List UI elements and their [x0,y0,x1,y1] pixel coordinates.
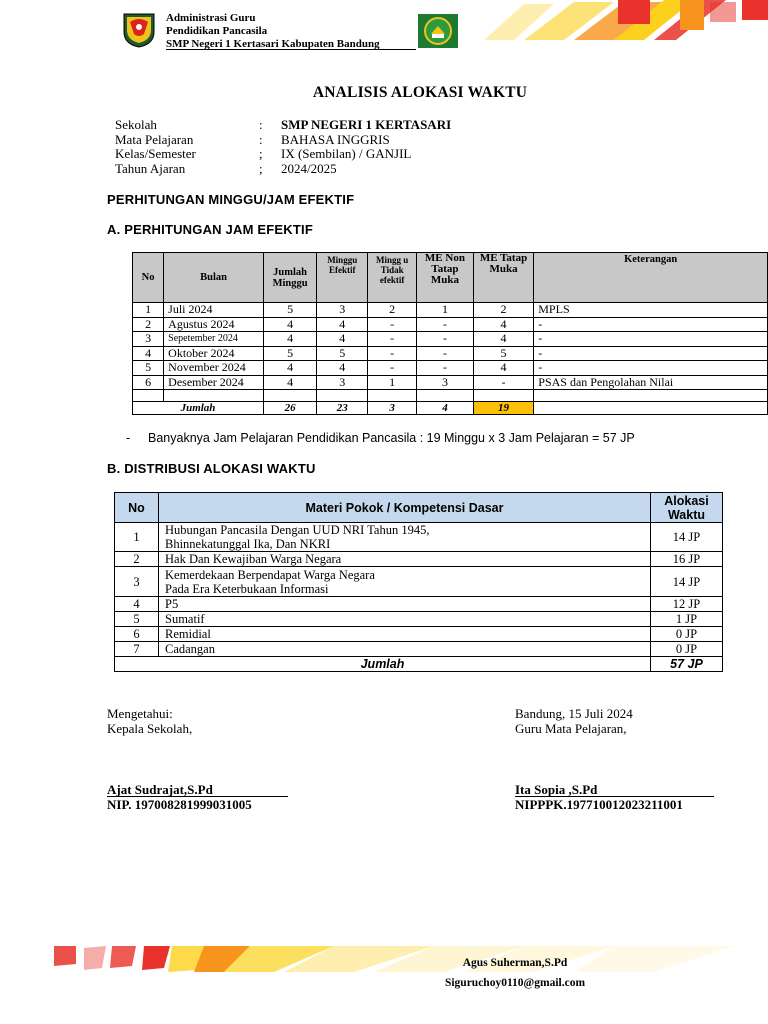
cell-no: 4 [133,346,164,361]
cell-waktu: 16 JP [651,552,723,567]
materi-line2: Pada Era Keterbukaan Informasi [165,581,329,596]
info-label: Mata Pelajaran [115,131,194,147]
cell-bulan: Juli 2024 [164,303,264,318]
section-heading-a: A. PERHITUNGAN JAM EFEKTIF [107,222,313,237]
section-heading-b: B. DISTRIBUSI ALOKASI WAKTU [107,461,316,476]
cell-bulan: Desember 2024 [164,375,264,390]
header-alokasi-line2: Waktu [667,507,706,522]
col-header-minggu-tidak-efektif: Mingg u Tidak efektif [368,253,417,303]
table-total-row [133,402,768,415]
cell-materi: Cadangan [159,642,651,657]
info-separator: : [259,117,263,132]
cell-jumlah: 4 [264,317,317,332]
table-row [115,642,723,657]
col-header-alokasi [651,493,723,523]
info-separator: : [259,131,263,147]
cell-no: 1 [133,303,164,318]
cell-non-tatap: - [417,361,474,376]
cell-materi: P5 [159,597,651,612]
total-tatap-highlight: 19 [473,402,533,415]
materi-line2: Bhinnekatunggal Ika, Dan NKRI [165,537,331,551]
table-row [115,567,723,597]
cell-keterangan: PSAS dan Pengolahan Nilai [534,375,768,390]
table-row [133,332,768,347]
cell-bulan: Agustus 2024 [164,317,264,332]
info-tahun [115,162,451,177]
table-total-row [115,657,723,672]
cell-tatap: 4 [473,332,533,347]
cell-non-tatap: 3 [417,375,474,390]
hours-note [126,431,635,445]
total-label: Jumlah [115,657,651,672]
total-jumlah: 26 [264,402,317,415]
cell-tidak-efektif: - [368,346,417,361]
principal-name: Ajat Sudrajat,S.Pd [107,783,288,797]
total-label: Jumlah [133,402,264,415]
cell-jumlah: 4 [264,375,317,390]
col-header-materi: Materi Pokok / Kompetensi Dasar [159,493,651,523]
col-header-me-tatap-muka: ME Tatap Muka [473,253,533,303]
cell-keterangan: - [534,361,768,376]
col-header-me-non-tatap-muka: ME Non Tatap Muka [417,253,474,303]
table-row [115,552,723,567]
col-header-bulan: Bulan [164,253,264,303]
header-line-3: SMP Negeri 1 Kertasari Kabupaten Bandung [166,38,380,50]
cell-no: 3 [115,567,159,597]
materi-line1: Kemerdekaan Berpendapat Warga Negara [165,567,375,582]
cell-waktu: 1 JP [651,612,723,627]
cell-tatap: 4 [473,317,533,332]
info-value: SMP NEGERI 1 KERTASARI [281,117,452,132]
kabupaten-bandung-logo [122,12,156,48]
col-header-jumlah-minggu: Jumlah Minggu [264,253,317,303]
cell-materi [159,523,651,552]
info-label: Tahun Ajaran [115,160,186,176]
cell-materi: Remidial [159,627,651,642]
table-row-blank [133,390,768,402]
cell-no: 6 [133,375,164,390]
school-logo [418,14,458,48]
cell-non-tatap: 1 [417,303,474,318]
cell-jumlah: 5 [264,346,317,361]
total-tidak-efektif: 3 [368,402,417,415]
sig-right-line2: Guru Mata Pelajaran, [515,721,627,736]
principal-nip: NIP. 197008281999031005 [107,797,252,812]
signature-left-name [107,782,288,812]
col-header-keterangan: Keterangan [534,253,768,303]
cell-waktu: 0 JP [651,627,723,642]
cell-materi [159,567,651,597]
cell-tatap: 2 [473,303,533,318]
info-separator: ; [259,146,263,161]
cell-no: 1 [115,523,159,552]
table-row [133,346,768,361]
cell-no: 4 [115,597,159,612]
cell-jumlah: 4 [264,332,317,347]
effective-hours-table [132,252,768,415]
total-waktu: 57 JP [651,657,723,672]
cell-tatap: 4 [473,361,533,376]
cell-no: 6 [115,627,159,642]
info-value: IX (Sembilan) / GANJIL [281,146,412,161]
cell-tidak-efektif: - [368,317,417,332]
cell-materi: Hak Dan Kewajiban Warga Negara [159,552,651,567]
cell-waktu: 14 JP [651,567,723,597]
teacher-name: Ita Sopia ,S.Pd [515,783,714,797]
info-mapel [115,133,451,148]
header-alokasi-line1: Alokasi [664,493,709,508]
teacher-nip: NIPPPK.197710012023211001 [515,797,683,812]
cell-no: 7 [115,642,159,657]
table-row [115,597,723,612]
table-header-row [115,493,723,523]
cell-no: 2 [133,317,164,332]
cell-non-tatap: - [417,346,474,361]
cell-tatap: 5 [473,346,533,361]
school-info [115,118,451,176]
cell-efektif: 4 [317,317,368,332]
col-header-no: No [115,493,159,523]
cell-materi: Sumatif [159,612,651,627]
note-bullet: - [126,431,131,445]
info-label: Kelas/Semester [115,146,196,161]
section-heading-main: PERHITUNGAN MINGGU/JAM EFEKTIF [107,192,355,207]
table-row [115,612,723,627]
total-efektif: 23 [317,402,368,415]
cell-waktu: 0 JP [651,642,723,657]
info-sekolah [115,118,451,133]
page-title: ANALISIS ALOKASI WAKTU [312,84,528,101]
table-row [133,375,768,390]
signature-right-name [515,782,714,812]
header-text [166,12,380,51]
cell-efektif: 3 [317,375,368,390]
cell-tidak-efektif: 2 [368,303,417,318]
table-header-row [133,253,768,303]
cell-bulan: Oktober 2024 [164,346,264,361]
cell-non-tatap: - [417,317,474,332]
cell-no: 3 [133,332,164,347]
cell-tidak-efektif: - [368,361,417,376]
table-row [115,627,723,642]
cell-non-tatap: - [417,332,474,347]
cell-waktu: 14 JP [651,523,723,552]
time-distribution-table [114,492,723,672]
cell-efektif: 5 [317,346,368,361]
header-divider [166,49,416,50]
table-row [133,317,768,332]
cell-bulan: November 2024 [164,361,264,376]
col-header-minggu-efektif: Minggu Efektif [317,253,368,303]
cell-tidak-efektif: - [368,332,417,347]
footer-name: Agus Suherman,S.Pd [462,957,568,969]
header-line-2: Pendidikan Pancasila [166,25,268,37]
signature-left [107,706,192,736]
materi-line1: Hubungan Pancasila Dengan UUD NRI Tahun 1945, [165,523,430,537]
decorative-stripes-top [464,0,768,40]
signature-right [515,706,633,736]
table-row [115,523,723,552]
cell-no: 5 [133,361,164,376]
info-kelas [115,147,451,162]
sig-left-line2: Kepala Sekolah, [107,721,193,736]
cell-keterangan: MPLS [534,303,768,318]
cell-keterangan: - [534,332,768,347]
cell-jumlah: 5 [264,303,317,318]
cell-efektif: 4 [317,332,368,347]
table-row [133,361,768,376]
sig-left-line1: Mengetahui: [107,706,173,721]
cell-efektif: 4 [317,361,368,376]
note-text: Banyaknya Jam Pelajaran Pendidikan Pancasila : 19 Minggu x 3 Jam Pelajaran = 57 JP [148,431,635,445]
cell-bulan: Sepetember 2024 [164,332,264,347]
info-separator: ; [259,160,263,176]
header-line-1: Administrasi Guru [166,12,256,24]
info-value: 2024/2025 [281,160,337,176]
cell-keterangan: - [534,317,768,332]
cell-waktu: 12 JP [651,597,723,612]
cell-no: 2 [115,552,159,567]
cell-keterangan: - [534,346,768,361]
cell-no: 5 [115,612,159,627]
cell-tidak-efektif: 1 [368,375,417,390]
footer-email: Siguruchoy0110@gmail.com [444,977,586,989]
cell-jumlah: 4 [264,361,317,376]
table-row [133,303,768,318]
sig-right-line1: Bandung, 15 Juli 2024 [515,706,633,721]
info-label: Sekolah [115,117,157,132]
info-value: BAHASA INGGRIS [281,131,390,147]
total-non-tatap: 4 [417,402,474,415]
cell-efektif: 3 [317,303,368,318]
cell-tatap: - [473,375,533,390]
col-header-no: No [133,253,164,303]
